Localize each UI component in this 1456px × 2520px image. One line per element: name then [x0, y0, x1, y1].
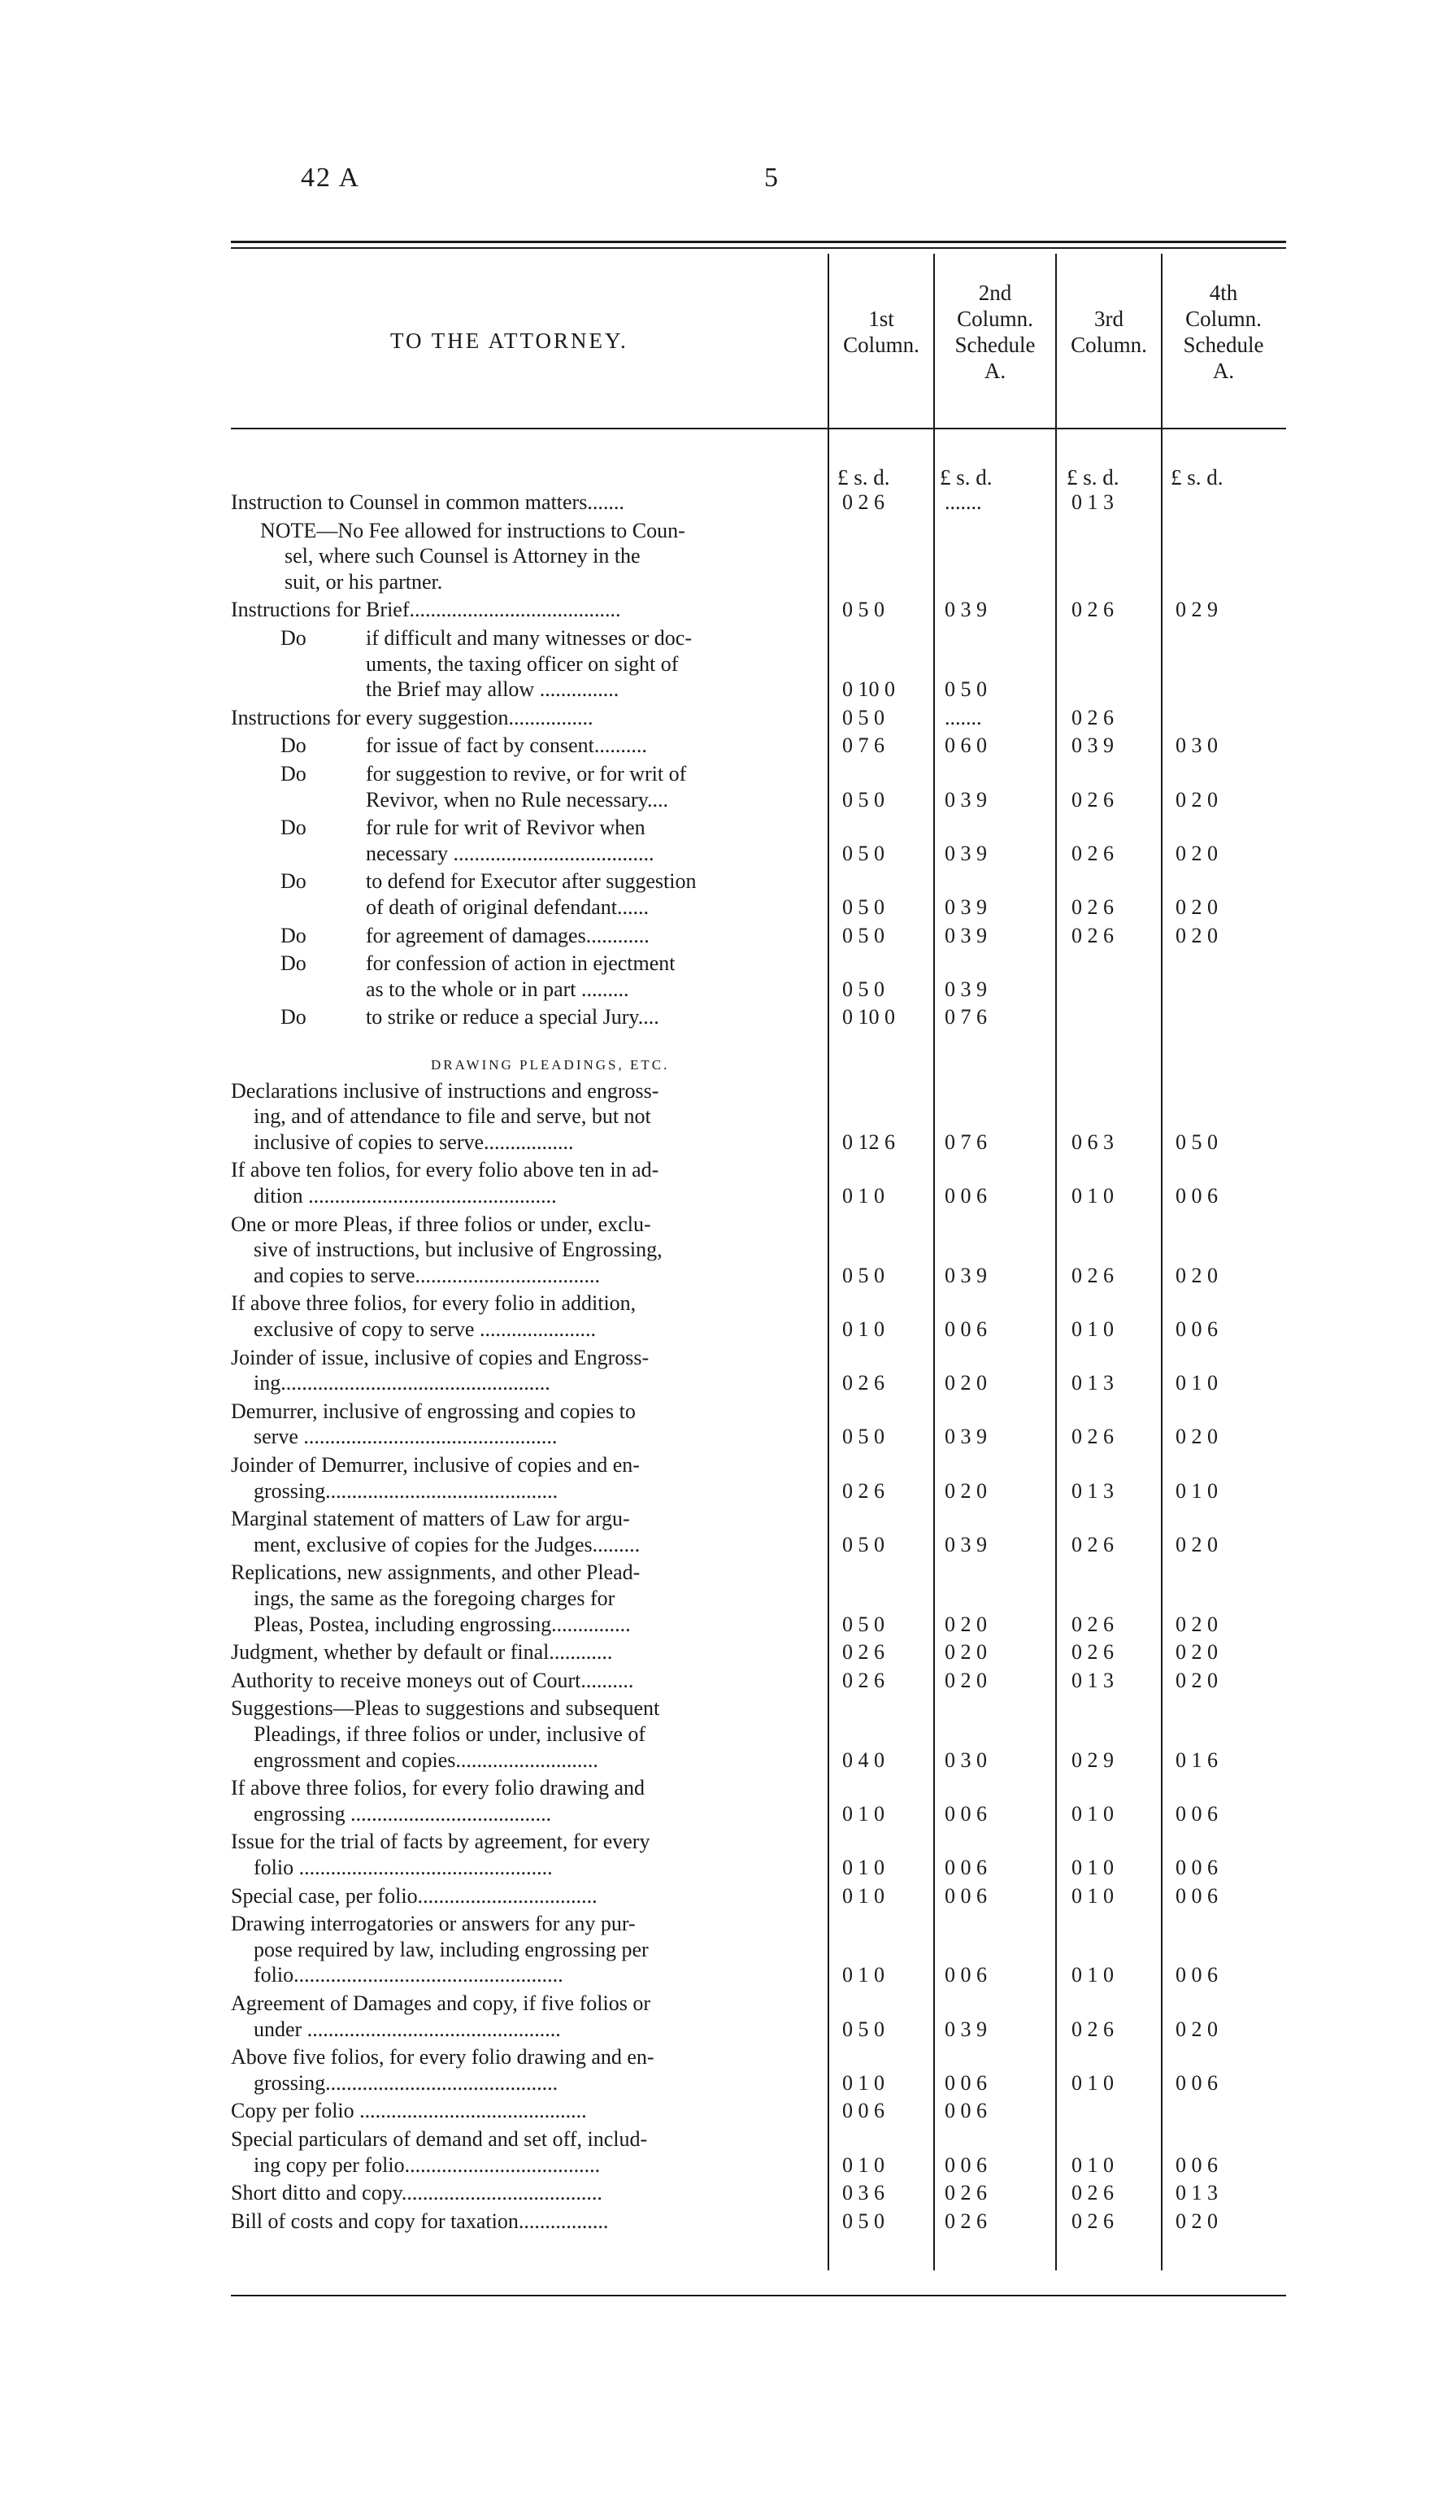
column-header-1 — [829, 280, 933, 358]
fee-amount-column-3: 0 2 6 — [1071, 705, 1114, 729]
fee-item-description: if difficult and many witnesses or doc- — [366, 626, 692, 650]
fee-item-description: for agreement of damages............ — [366, 923, 650, 947]
fee-amount-column-2: ....... — [945, 490, 982, 514]
fee-amount-column-3: 0 1 3 — [1071, 490, 1114, 514]
fee-amount-column-3: 0 1 0 — [1071, 1963, 1114, 1987]
fee-amount-column-3: 0 2 6 — [1071, 787, 1114, 812]
fee-amount-column-2: 0 0 6 — [945, 1317, 987, 1341]
fee-item-description: Judgment, whether by default or final............ — [231, 1640, 613, 1665]
fee-item-description: inclusive of copies to serve................. — [254, 1129, 574, 1154]
fee-amount-column-3: 0 2 6 — [1071, 895, 1114, 919]
fee-amount-column-1: 0 2 6 — [842, 1640, 884, 1665]
fee-amount-column-2: 0 3 9 — [945, 1263, 987, 1287]
fee-amount-column-4: 0 1 3 — [1176, 2181, 1218, 2205]
fee-item-description: Joinder of issue, inclusive of copies and Engross- — [231, 1345, 650, 1369]
fee-amount-column-1: 0 5 0 — [842, 895, 884, 919]
fee-item-description: as to the whole or in part ......... — [366, 977, 629, 1001]
fee-item-description: One or more Pleas, if three folios or under, exclu- — [231, 1212, 651, 1236]
fee-amount-column-2: 0 3 0 — [945, 1747, 987, 1772]
fee-amount-column-3: 0 2 6 — [1071, 598, 1114, 622]
column-header-line: 2nd — [978, 281, 1012, 305]
fee-amount-column-4: 0 3 0 — [1176, 733, 1218, 758]
column-header-line: Column. — [1071, 333, 1147, 357]
bottom-rule — [231, 2295, 1286, 2296]
fee-item-description: Copy per folio ........................................... — [231, 2099, 587, 2123]
fee-item-description: pose required by law, including engrossing per — [254, 1937, 649, 1961]
fee-amount-column-3: 0 2 9 — [1071, 1747, 1114, 1772]
fee-amount-column-3: 0 6 3 — [1071, 1129, 1114, 1154]
currency-heading: £ s. d. — [837, 465, 890, 490]
fee-item-description: If above three folios, for every folio in addition, — [231, 1291, 637, 1316]
section-heading: DRAWING PLEADINGS, ETC. — [431, 1057, 670, 1073]
fee-amount-column-3: 0 1 0 — [1071, 1801, 1114, 1826]
fee-amount-column-1: 0 2 6 — [842, 1668, 884, 1692]
column-header-3 — [1057, 280, 1161, 358]
fee-item-description: Revivor, when no Rule necessary.... — [366, 787, 669, 812]
fee-item-description: ings, the same as the foregoing charges for — [254, 1586, 615, 1610]
fee-amount-column-2: 0 3 9 — [945, 2017, 987, 2041]
fee-amount-column-1: 0 10 0 — [842, 1005, 895, 1029]
column-header-line: Schedule — [954, 333, 1036, 357]
fee-amount-column-1: 0 5 0 — [842, 841, 884, 865]
header-rule — [231, 428, 1286, 429]
fee-amount-column-3: 0 1 0 — [1071, 1856, 1114, 1879]
column-header-line: Column. — [957, 307, 1033, 331]
currency-heading: £ s. d. — [940, 465, 993, 490]
fee-amount-column-1: 0 5 0 — [842, 2209, 884, 2233]
table-title: TO THE ATTORNEY. — [390, 329, 628, 353]
fee-amount-column-3: 0 2 6 — [1071, 1640, 1114, 1665]
fee-amount-column-1: 0 4 0 — [842, 1747, 884, 1772]
column-divider-3 — [1055, 254, 1057, 2270]
fee-amount-column-3: 0 2 6 — [1071, 923, 1114, 947]
fee-amount-column-3: 0 1 3 — [1071, 1371, 1114, 1395]
fee-amount-column-4: 0 2 0 — [1176, 1532, 1218, 1556]
currency-heading: £ s. d. — [1171, 465, 1223, 490]
fee-amount-column-1: 0 5 0 — [842, 977, 884, 1001]
fee-amount-column-2: 0 2 0 — [945, 1478, 987, 1503]
fee-amount-column-1: 0 5 0 — [842, 1263, 884, 1287]
column-header-line: Schedule — [1183, 333, 1264, 357]
fee-item-description: sive of instructions, but inclusive of Engrossing, — [254, 1238, 663, 1262]
fee-amount-column-1: 0 5 0 — [842, 1612, 884, 1636]
fee-amount-column-1: 0 2 6 — [842, 1478, 884, 1503]
fee-item-description: grossing............................................ — [254, 2070, 558, 2095]
fee-item-description: Instructions for every suggestion................ — [231, 705, 593, 729]
fee-item-description: Replications, new assignments, and other Plead- — [231, 1560, 641, 1585]
fee-amount-column-2: 0 3 9 — [945, 598, 987, 622]
ditto-marker: Do — [280, 762, 306, 786]
fee-amount-column-1: 0 3 6 — [842, 2181, 884, 2205]
fee-amount-column-1: 0 2 6 — [842, 1371, 884, 1395]
column-header-4 — [1163, 280, 1284, 384]
fee-amount-column-3: 0 2 6 — [1071, 1263, 1114, 1287]
fee-amount-column-2: 0 2 0 — [945, 1668, 987, 1692]
fee-item-description: Special particulars of demand and set off, includ- — [231, 2127, 648, 2151]
fee-item-description: exclusive of copy to serve ...................... — [254, 1317, 596, 1341]
column-divider-2 — [933, 254, 935, 2270]
column-header-line: 1st — [868, 307, 894, 331]
ditto-marker: Do — [280, 951, 306, 976]
fee-amount-column-2: 0 3 9 — [945, 923, 987, 947]
ditto-marker: Do — [280, 869, 306, 894]
fee-item-description: Agreement of Damages and copy, if five folios or — [231, 1991, 650, 2015]
fee-amount-column-1: 0 1 0 — [842, 1963, 884, 1987]
fee-amount-column-2: 0 0 6 — [945, 2099, 987, 2123]
fee-item-description: Issue for the trial of facts by agreement, for every — [231, 1830, 650, 1854]
fee-amount-column-2: 0 0 6 — [945, 2070, 987, 2095]
column-header-line: A. — [984, 359, 1006, 383]
fee-item-description: Pleas, Postea, including engrossing............... — [254, 1612, 631, 1636]
fee-amount-column-3: 0 1 0 — [1071, 1883, 1114, 1908]
column-divider-1 — [828, 254, 829, 2270]
column-header-2 — [935, 280, 1055, 384]
column-header-line — [1057, 280, 1161, 306]
fee-amount-column-4: 0 0 6 — [1176, 1317, 1218, 1341]
fee-item-description: If above ten folios, for every folio above ten in ad- — [231, 1158, 659, 1182]
fee-item-description: Instruction to Counsel in common matters....... — [231, 490, 624, 514]
fee-amount-column-2: 0 3 9 — [945, 1532, 987, 1556]
fee-amount-column-2: 0 2 0 — [945, 1640, 987, 1665]
fee-amount-column-1: 0 1 0 — [842, 1317, 884, 1341]
fee-item-description: Drawing interrogatories or answers for any pur- — [231, 1912, 636, 1936]
fee-amount-column-1: 0 5 0 — [842, 1532, 884, 1556]
fee-amount-column-4: 0 2 0 — [1176, 2209, 1218, 2233]
fee-amount-column-3: 0 1 3 — [1071, 1668, 1114, 1692]
ditto-marker: Do — [280, 816, 306, 840]
fee-item-description: ing................................................... — [254, 1371, 550, 1395]
fee-amount-column-1: 0 5 0 — [842, 1425, 884, 1449]
ditto-marker: Do — [280, 923, 306, 947]
fee-amount-column-1: 0 1 0 — [842, 2070, 884, 2095]
fee-item-description: folio................................................... — [254, 1963, 563, 1987]
fee-amount-column-4: 0 2 0 — [1176, 2017, 1218, 2041]
fee-amount-column-3: 0 2 6 — [1071, 2017, 1114, 2041]
fee-amount-column-3: 0 2 6 — [1071, 841, 1114, 865]
fee-item-description: and copies to serve................................... — [254, 1263, 601, 1287]
fee-item-description: Special case, per folio.................................. — [231, 1883, 598, 1908]
fee-amount-column-2: 0 2 6 — [945, 2209, 987, 2233]
fee-item-description: for confession of action in ejectment — [366, 951, 676, 976]
fee-amount-column-4: 0 2 0 — [1176, 1640, 1218, 1665]
fee-amount-column-2: 0 2 0 — [945, 1371, 987, 1395]
fee-amount-column-4: 0 0 6 — [1176, 1883, 1218, 1908]
fee-amount-column-3: 0 2 6 — [1071, 1532, 1114, 1556]
fee-amount-column-4: 0 1 0 — [1176, 1371, 1218, 1395]
fee-amount-column-2: 0 3 9 — [945, 787, 987, 812]
fee-item-description: Suggestions—Pleas to suggestions and subsequent — [231, 1696, 660, 1721]
fee-amount-column-3: 0 1 0 — [1071, 1317, 1114, 1341]
fee-item-description: Pleadings, if three folios or under, inclusive of — [254, 1722, 646, 1746]
fee-amount-column-4: 0 0 6 — [1176, 2070, 1218, 2095]
fee-amount-column-2: 0 0 6 — [945, 1963, 987, 1987]
fee-item-description: of death of original defendant...... — [366, 895, 649, 919]
fee-amount-column-4: 0 2 0 — [1176, 1263, 1218, 1287]
fee-item-description: Short ditto and copy...................................... — [231, 2181, 602, 2205]
fee-amount-column-2: 0 3 9 — [945, 841, 987, 865]
ditto-marker: Do — [280, 626, 306, 650]
fee-item-description: to strike or reduce a special Jury.... — [366, 1005, 659, 1029]
fee-amount-column-2: 0 0 6 — [945, 1184, 987, 1208]
fee-amount-column-4: 0 2 9 — [1176, 598, 1218, 622]
fee-amount-column-4: 0 1 6 — [1176, 1747, 1218, 1772]
fee-item-description: for rule for writ of Revivor when — [366, 816, 645, 840]
fee-item-description: Joinder of Demurrer, inclusive of copies and en- — [231, 1453, 640, 1477]
column-divider-4 — [1161, 254, 1163, 2270]
column-header-line: Column. — [843, 333, 919, 357]
fee-amount-column-1: 0 5 0 — [842, 598, 884, 622]
fee-item-description: Authority to receive moneys out of Court.......... — [231, 1668, 634, 1692]
fee-item-description: Declarations inclusive of instructions and engross- — [231, 1078, 659, 1103]
fee-amount-column-2: 0 2 0 — [945, 1612, 987, 1636]
fee-item-description: If above three folios, for every folio drawing and — [231, 1776, 645, 1800]
fee-amount-column-2: 0 3 9 — [945, 895, 987, 919]
fee-item-description: necessary ...................................... — [366, 841, 654, 865]
fee-amount-column-3: 0 2 6 — [1071, 1425, 1114, 1449]
currency-heading: £ s. d. — [1067, 465, 1119, 490]
fee-amount-column-4: 0 0 6 — [1176, 1856, 1218, 1879]
fee-amount-column-4: 0 1 0 — [1176, 1478, 1218, 1503]
fee-amount-column-2: 0 5 0 — [945, 677, 987, 702]
fee-amount-column-2: 0 7 6 — [945, 1129, 987, 1154]
fee-amount-column-3: 0 3 9 — [1071, 733, 1114, 758]
fee-amount-column-3: 0 2 6 — [1071, 1612, 1114, 1636]
fee-amount-column-1: 0 1 0 — [842, 1883, 884, 1908]
fee-amount-column-1: 0 1 0 — [842, 2152, 884, 2177]
fee-amount-column-1: 0 1 0 — [842, 1856, 884, 1879]
fee-amount-column-1: 0 12 6 — [842, 1129, 895, 1154]
fee-amount-column-4: 0 2 0 — [1176, 895, 1218, 919]
fee-amount-column-1: 0 5 0 — [842, 787, 884, 812]
page-number: 5 — [764, 163, 780, 193]
fee-amount-column-4: 0 0 6 — [1176, 1801, 1218, 1826]
fee-amount-column-1: 0 5 0 — [842, 2017, 884, 2041]
fee-amount-column-3: 0 1 3 — [1071, 1478, 1114, 1503]
fee-amount-column-4: 0 5 0 — [1176, 1129, 1218, 1154]
fee-amount-column-1: 0 7 6 — [842, 733, 884, 758]
top-rule-thick — [231, 241, 1286, 243]
fee-amount-column-2: 0 0 6 — [945, 2152, 987, 2177]
fee-item-description: uments, the taxing officer on sight of — [366, 651, 679, 676]
fee-amount-column-2: 0 3 9 — [945, 1425, 987, 1449]
fee-amount-column-2: ....... — [945, 705, 982, 729]
fee-item-description: Instructions for Brief........................................ — [231, 598, 621, 622]
fee-item-description: dition ............................................... — [254, 1184, 557, 1208]
fee-amount-column-4: 0 2 0 — [1176, 787, 1218, 812]
fee-item-description: Bill of costs and copy for taxation................. — [231, 2209, 609, 2233]
fee-amount-column-1: 0 0 6 — [842, 2099, 884, 2123]
fee-amount-column-3: 0 1 0 — [1071, 1184, 1114, 1208]
column-header-line — [829, 280, 933, 306]
column-header-line: 4th — [1209, 281, 1238, 305]
note-text: suit, or his partner. — [285, 569, 443, 594]
fee-amount-column-2: 0 6 0 — [945, 733, 987, 758]
fee-item-description: the Brief may allow ............... — [366, 677, 619, 702]
fee-amount-column-2: 0 7 6 — [945, 1005, 987, 1029]
fee-item-description: for suggestion to revive, or for writ of — [366, 762, 687, 786]
fee-amount-column-4: 0 0 6 — [1176, 1184, 1218, 1208]
column-header-line: Column. — [1185, 307, 1262, 331]
fee-item-description: grossing............................................ — [254, 1478, 558, 1503]
fee-amount-column-4: 0 2 0 — [1176, 923, 1218, 947]
fee-item-description: ing copy per folio..................................... — [254, 2152, 601, 2177]
fee-amount-column-1: 0 5 0 — [842, 705, 884, 729]
fee-item-description: folio ................................................ — [254, 1856, 553, 1879]
fee-amount-column-1: 0 1 0 — [842, 1184, 884, 1208]
fee-amount-column-2: 0 0 6 — [945, 1856, 987, 1879]
fee-amount-column-4: 0 2 0 — [1176, 1612, 1218, 1636]
fee-amount-column-3: 0 2 6 — [1071, 2181, 1114, 2205]
fee-item-description: under ................................................ — [254, 2017, 561, 2041]
fee-item-description: engrossing ...................................... — [254, 1801, 552, 1826]
fee-item-description: to defend for Executor after suggestion — [366, 869, 697, 894]
fee-amount-column-1: 0 10 0 — [842, 677, 895, 702]
fee-amount-column-1: 0 5 0 — [842, 923, 884, 947]
top-rule-thin — [231, 247, 1286, 249]
fee-item-description: Marginal statement of matters of Law for argu- — [231, 1507, 630, 1531]
fee-amount-column-1: 0 1 0 — [842, 1801, 884, 1826]
column-header-line: 3rd — [1094, 307, 1124, 331]
fee-amount-column-2: 0 0 6 — [945, 1883, 987, 1908]
ditto-marker: Do — [280, 733, 306, 758]
fee-amount-column-2: 0 0 6 — [945, 1801, 987, 1826]
fee-amount-column-3: 0 2 6 — [1071, 2209, 1114, 2233]
fee-item-description: ment, exclusive of copies for the Judges......... — [254, 1532, 641, 1556]
note-text: NOTE—No Fee allowed for instructions to Coun- — [260, 518, 685, 542]
fee-item-description: Demurrer, inclusive of engrossing and copies to — [231, 1399, 636, 1423]
ditto-marker: Do — [280, 1005, 306, 1029]
fee-item-description: serve ................................................ — [254, 1425, 558, 1449]
fee-amount-column-4: 0 2 0 — [1176, 1425, 1218, 1449]
page-reference: 42 A — [301, 163, 361, 193]
fee-amount-column-4: 0 0 6 — [1176, 1963, 1218, 1987]
fee-amount-column-3: 0 1 0 — [1071, 2070, 1114, 2095]
fee-amount-column-2: 0 3 9 — [945, 977, 987, 1001]
fee-amount-column-4: 0 0 6 — [1176, 2152, 1218, 2177]
fee-amount-column-2: 0 2 6 — [945, 2181, 987, 2205]
fee-item-description: Above five folios, for every folio drawing and en- — [231, 2045, 654, 2070]
fee-item-description: for issue of fact by consent.......... — [366, 733, 647, 758]
fee-amount-column-4: 0 2 0 — [1176, 841, 1218, 865]
fee-amount-column-4: 0 2 0 — [1176, 1668, 1218, 1692]
fee-item-description: engrossment and copies........................... — [254, 1747, 598, 1772]
fee-amount-column-1: 0 2 6 — [842, 490, 884, 514]
column-header-line: A. — [1212, 359, 1235, 383]
note-text: sel, where such Counsel is Attorney in the — [285, 544, 641, 568]
fee-item-description: ing, and of attendance to file and serve, but not — [254, 1104, 651, 1129]
fee-amount-column-3: 0 1 0 — [1071, 2152, 1114, 2177]
